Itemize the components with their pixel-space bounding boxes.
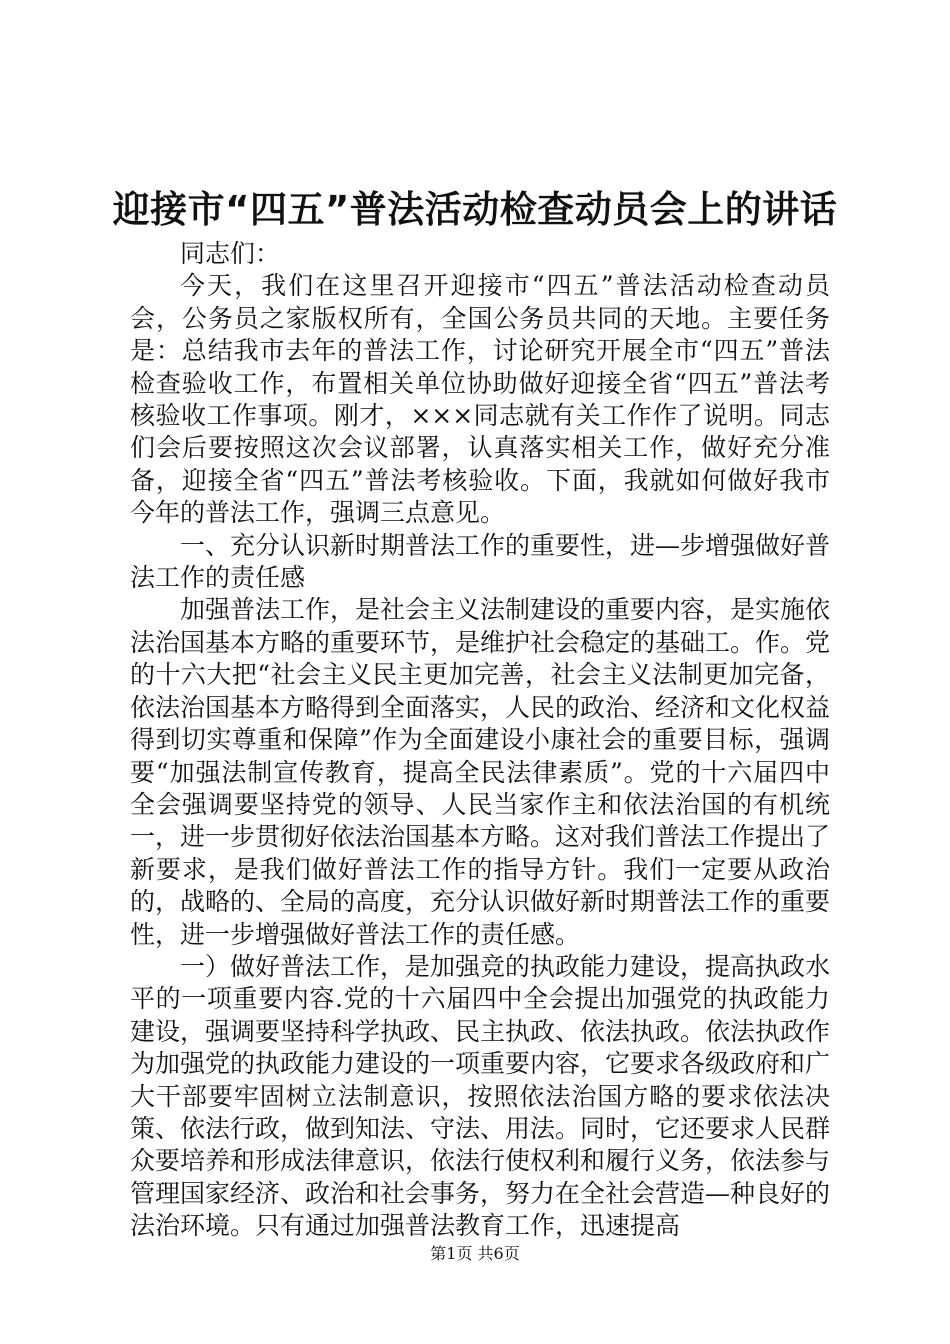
intro-paragraph: 今天，我们在这里召开迎接市“四五”普法活动检查动员会，公务员之家版权所有，全国公务员共同的天地。主要任务是：总结我市去年的普法工作，讨论研究开展全市“四五”普法检查验收工作，布置相关单位协助做好迎接全省“四五”普法考核验收工作事项。刚才，×××同志就有关工作作了说明。同志们会后要按照这次会议部署，认真落实相关工作，做好充分准备，迎接全省“四五”普法考核验收。下面，我就如何做好我市今年的普法工作，强调三点意见。: [130, 271, 830, 528]
document-body: [130, 238, 830, 1243]
page-number-footer: 第1页 共6页: [430, 1244, 520, 1263]
document-title: 迎接市“四五”普法活动检查动员会上的讲话: [112, 188, 838, 231]
salutation-paragraph: 同志们：: [180, 239, 281, 268]
section-heading-1: 一、充分认识新时期普法工作的重要性，进—步增强做好普法工作的责任感: [130, 530, 831, 593]
body-paragraph: 加强普法工作，是社会主义法制建设的重要内容，是实施依法治国基本方略的重要环节，是维护社会稳定的基础工。作。党的十六大把“社会主义民主更加完善，社会主义法制更加完备，依法治国基本方略得到全面落实，人民的政治、经济和文化权益得到切实尊重和保障”作为全面建设小康社会的重要目标，强调要“加强法制宣传教育，提高全民法律素质”。党的十六届四中全会强调要坚持党的领导、人民当家作主和依法治国的有机统一，进一步贯彻好依法治国基本方略。这对我们普法工作提出了新要求，是我们做好普法工作的指导方针。我们一定要从政治的，战略的、全局的高度，充分认识做好新时期普法工作的重要性，进一步增强做好普法工作的责任感。: [130, 595, 831, 949]
body-paragraph: 一）做好普法工作，是加强竞的执政能力建设，提高执政水平的一项重要内容.党的十六届四中全会提出加强党的执政能力建设，强调要坚持科学执政、民主执政、依法执政。依法执政作为加强党的执政能力建设的一项重要内容，它要求各级政府和广大干部要牢固树立法制意识，按照依法治国方略的要求依法决策、依法行政，做到知法、守法、用法。同时，它还要求人民群众要培养和形成法律意识，依法行使权利和履行义务，依法参与管理国家经济、政治和社会事务，努力在全社会营造—种良好的法治环境。只有通过加强普法教育工作，迅速提高: [130, 951, 831, 1241]
